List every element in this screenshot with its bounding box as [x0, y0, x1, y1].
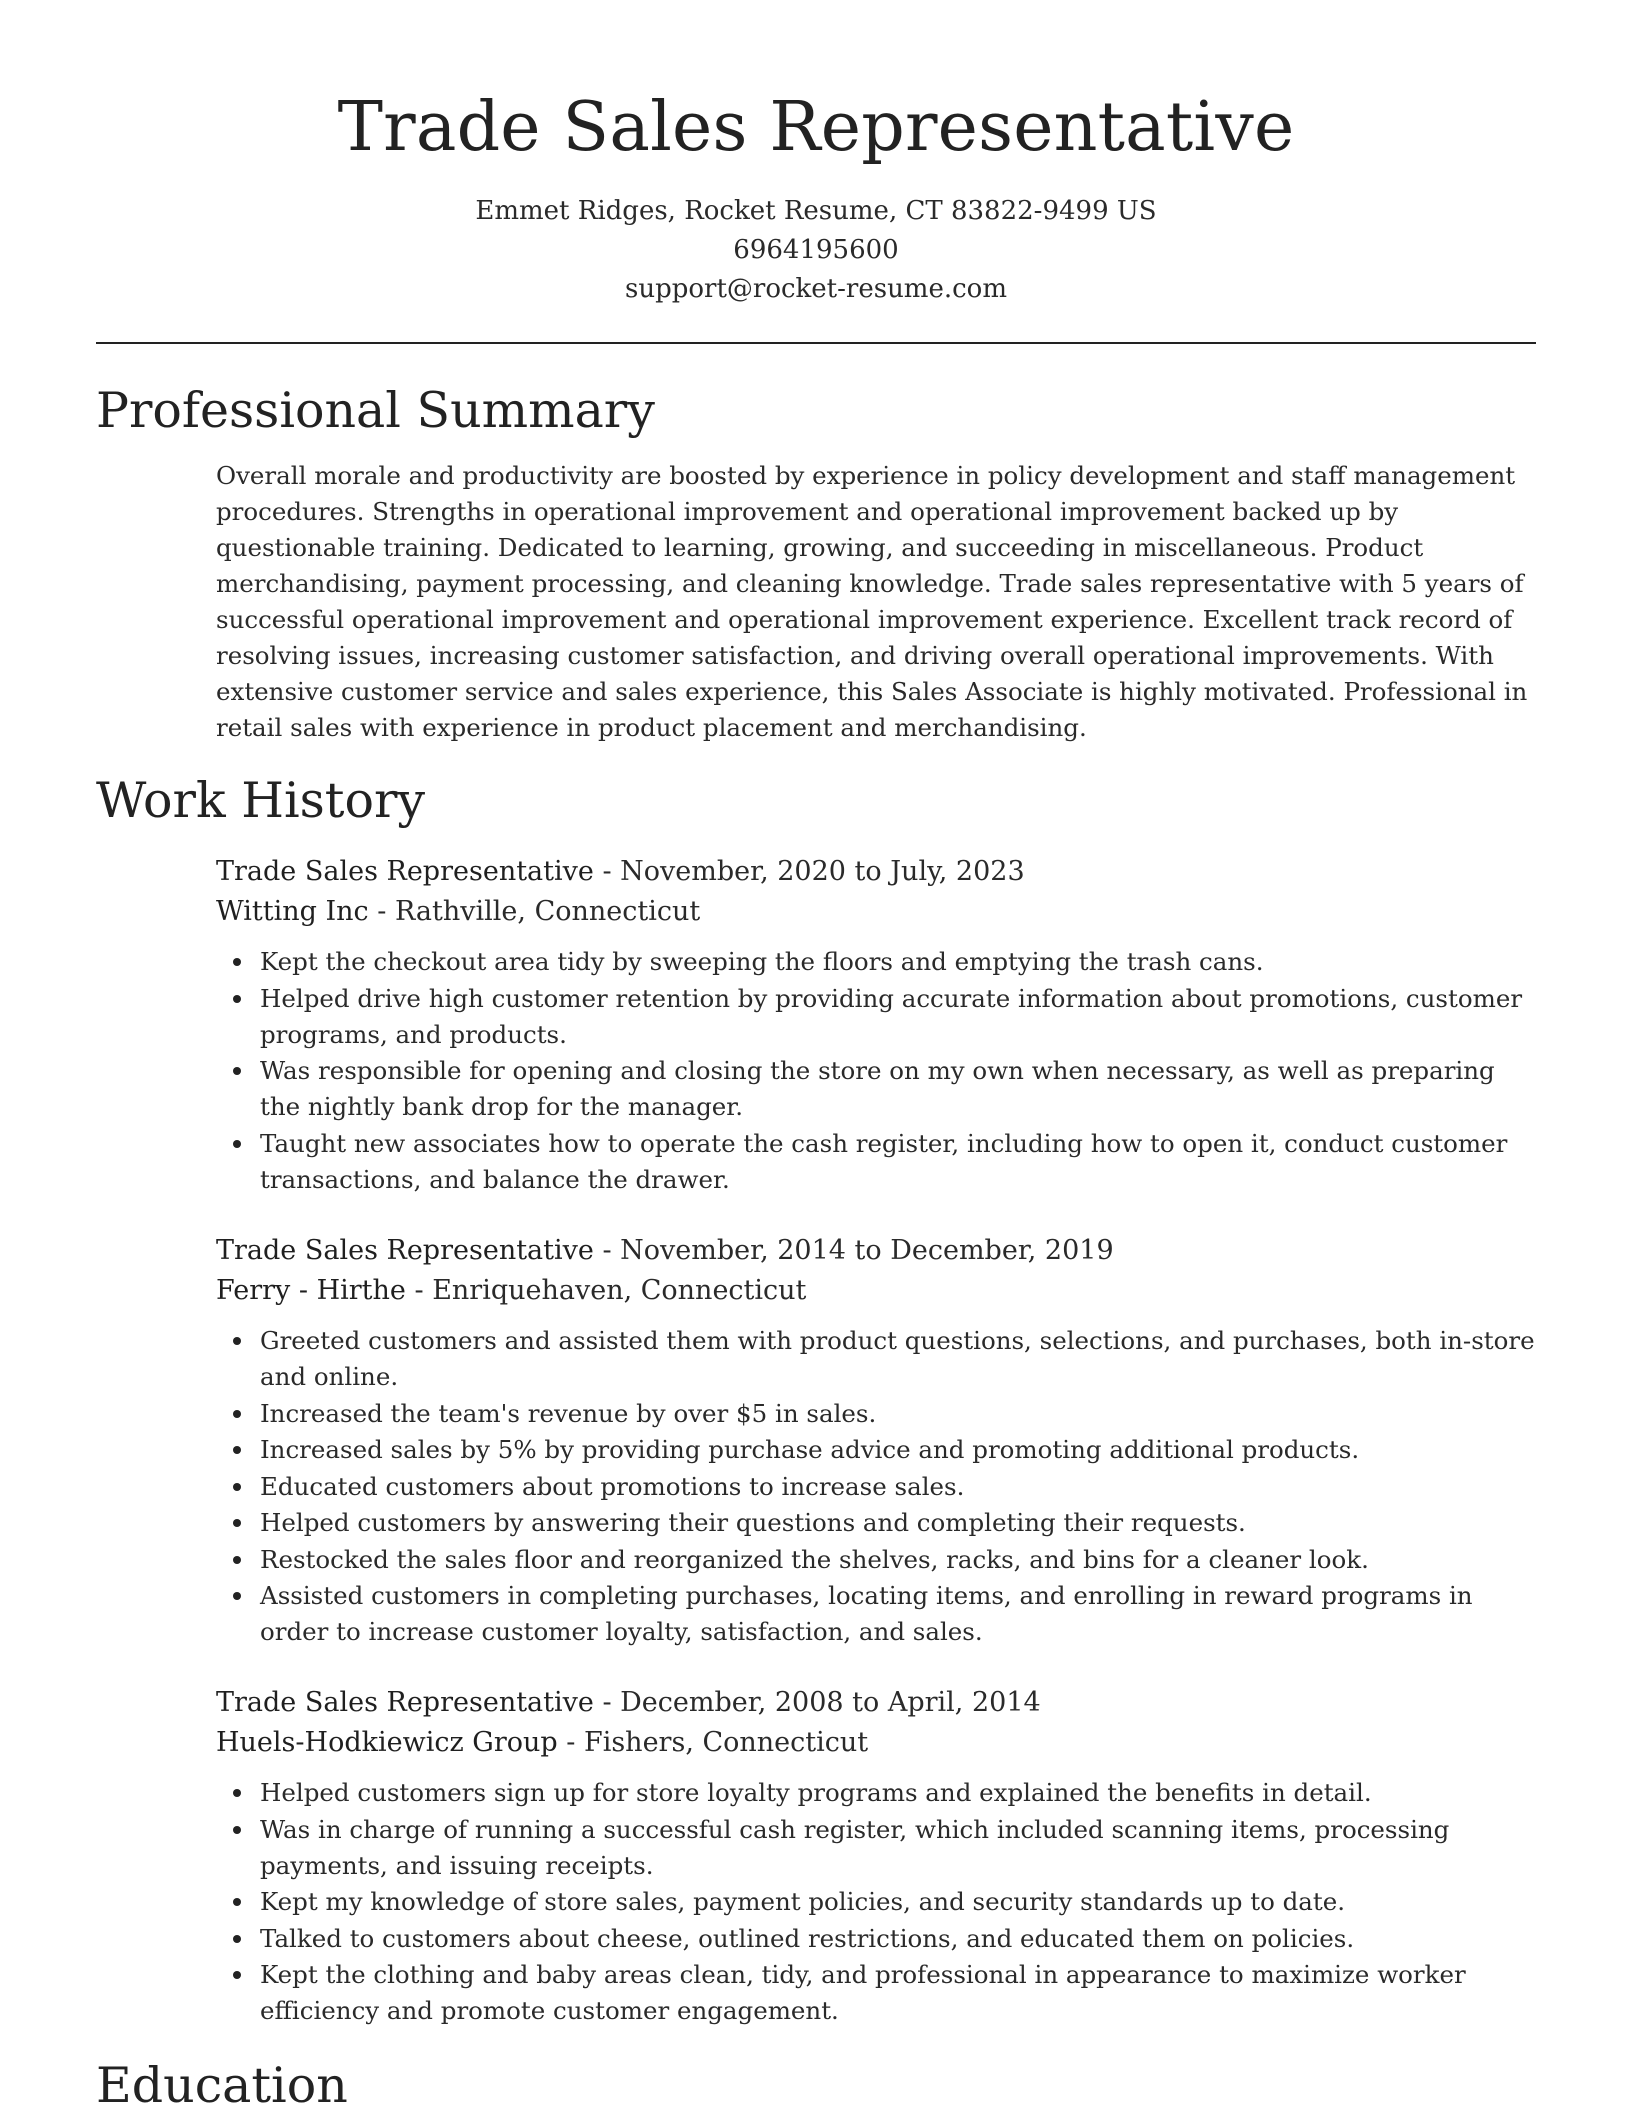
job-bullet: Helped customers by answering their questions and completing their requests. [260, 1505, 1536, 1541]
job-bullet: Taught new associates how to operate the cash register, including how to open it, conduct customer transactions, and balance the drawer. [260, 1126, 1536, 1198]
job-bullet-list [216, 1323, 1536, 1650]
job-dates: - November, 2014 to December, 2019 [593, 1235, 1114, 1266]
job-dates: - November, 2020 to July, 2023 [593, 856, 1025, 887]
job-location: - Fishers, Connecticut [557, 1727, 869, 1758]
job-entry [216, 1231, 1536, 1651]
job-entry [216, 852, 1536, 1198]
job-company-line [216, 1271, 1536, 1311]
job-bullet: Kept the checkout area tidy by sweeping the floors and emptying the trash cans. [260, 944, 1536, 980]
job-bullet: Helped drive high customer retention by providing accurate information about promotions, customer programs, and products. [260, 981, 1536, 1053]
job-company-line [216, 892, 1536, 932]
job-role: Trade Sales Representative [216, 1687, 594, 1718]
job-role: Trade Sales Representative [216, 1235, 594, 1266]
job-role: Trade Sales Representative [216, 856, 594, 887]
job-bullet: Talked to customers about cheese, outlined restrictions, and educated them on policies. [260, 1921, 1536, 1957]
job-bullet-list [216, 944, 1536, 1198]
section-title-summary: Professional Summary [96, 382, 655, 439]
job-bullet: Was responsible for opening and closing the store on my own when necessary, as well as preparing the nightly bank drop for the manager. [260, 1053, 1536, 1125]
job-company: Huels-Hodkiewicz Group [216, 1727, 558, 1758]
job-role-line [216, 852, 1536, 892]
job-bullet: Increased the team's revenue by over $5 in sales. [260, 1396, 1536, 1432]
job-bullet: Kept my knowledge of store sales, payment policies, and security standards up to date. [260, 1884, 1536, 1920]
job-bullet: Was in charge of running a successful cash register, which included scanning items, processing payments, and issuing receipts. [260, 1812, 1536, 1884]
header-divider [96, 342, 1536, 344]
contact-phone: 6964195600 [733, 235, 899, 265]
job-location: - Enriquehaven, Connecticut [405, 1275, 807, 1306]
contact-block [96, 192, 1536, 309]
contact-address: Emmet Ridges, Rocket Resume, CT 83822-9499 US [475, 196, 1157, 226]
section-title-work-history: Work History [96, 772, 426, 829]
job-company-line [216, 1723, 1536, 1763]
job-bullet: Kept the clothing and baby areas clean, tidy, and professional in appearance to maximize worker efficiency and promote customer engagement. [260, 1957, 1536, 2029]
job-bullet: Increased sales by 5% by providing purchase advice and promoting additional products. [260, 1432, 1536, 1468]
summary-paragraph: Overall morale and productivity are boosted by experience in policy development and staff management procedures. Strengths in operational improvement and operational improvement backed up by questionable training. Dedicated to learning, growing, and succeeding in miscellaneous. Product merchandising, payment processing, and cleaning knowledge. Trade sales representative with 5 years of successful operational improvement and operational improvement experience. Excellent track record of resolving issues, increasing customer satisfaction, and driving overall operational improvements. With extensive customer service and sales experience, this Sales Associate is highly motivated. Professional in retail sales with experience in product placement and merchandising. [216, 461, 1528, 742]
job-bullet: Restocked the sales floor and reorganized the shelves, racks, and bins for a cleaner look. [260, 1542, 1536, 1578]
job-bullet: Greeted customers and assisted them with product questions, selections, and purchases, both in-store and online. [260, 1323, 1536, 1395]
summary-content [216, 458, 1536, 746]
job-company: Ferry - Hirthe [216, 1275, 406, 1306]
job-entry [216, 1683, 1536, 2030]
job-role-line [216, 1231, 1536, 1271]
job-location: - Rathville, Connecticut [368, 896, 701, 927]
job-dates: - December, 2008 to April, 2014 [593, 1687, 1041, 1718]
section-title-education: Education [96, 2057, 348, 2112]
job-bullet: Assisted customers in completing purchases, locating items, and enrolling in reward programs in order to increase customer loyalty, satisfaction, and sales. [260, 1578, 1536, 1650]
job-bullet: Educated customers about promotions to increase sales. [260, 1469, 1536, 1505]
resume-title: Trade Sales Representative [337, 88, 1295, 167]
job-bullet: Helped customers sign up for store loyalty programs and explained the benefits in detail. [260, 1775, 1536, 1811]
job-company: Witting Inc [216, 896, 369, 927]
job-role-line [216, 1683, 1536, 1723]
resume-header [96, 78, 1536, 309]
job-bullet-list [216, 1775, 1536, 2029]
contact-email: support@rocket-resume.com [624, 274, 1007, 304]
